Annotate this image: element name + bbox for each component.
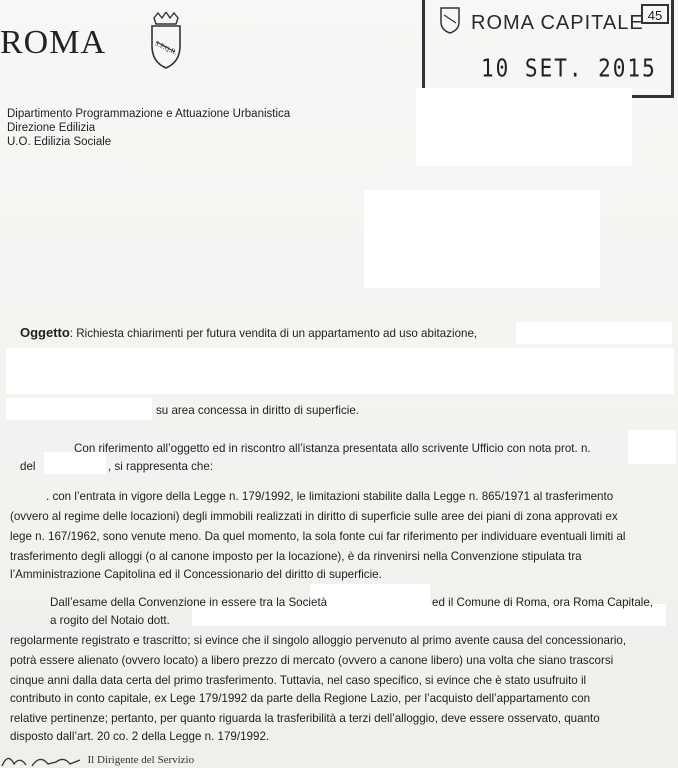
paragraph3-line7: relative pertinenze; pertanto, per quanto riguarda la trasferibilità a terzi dell’alloggio, deve essere osservato, quanto — [10, 712, 600, 725]
subject-line — [20, 324, 477, 344]
paragraph3-line3: regolarmente registrato e trascritto; si evince che il singolo alloggio pervenuto al primo avente causa del concessionario, — [10, 634, 627, 647]
redacted-recipient-2 — [364, 190, 600, 288]
redacted-recipient-1 — [416, 88, 632, 166]
paragraph3-line5: cinque anni dalla data certa del primo trasferimento. Tuttavia, nel caso specifico, si evince che è stato usufruito il — [10, 674, 587, 687]
paragraph3-line1-start: Dall’esame della Convenzione in essere tra la Società — [50, 596, 328, 609]
paragraph2-line1: . con l’entrata in vigore della Legge n. 179/1992, le limitazioni stabilite dalla Legge n. 865/1971 al trasferimento — [46, 490, 614, 503]
paragraph3-line2: a rogito del Notaio dott. — [50, 614, 170, 627]
roma-capitale-stamp — [422, 0, 674, 98]
stamp-date: 10 SET. 2015 — [481, 53, 657, 83]
department-block — [7, 107, 290, 149]
redacted-subject-3 — [6, 398, 152, 420]
spqr-crest-icon — [146, 12, 186, 70]
spqr-shield-icon — [439, 6, 461, 34]
paragraph2-line2: (ovvero al regime delle locazioni) degli immobili realizzati in diritto di superficie sulle aree dei piani di zona approvati ex — [10, 510, 618, 523]
subject-text: : Richiesta chiarimenti per futura vendita di un appartamento ad uso abitazione, — [69, 327, 478, 340]
signature-caption: Il Dirigente del Servizio — [87, 754, 195, 766]
stamp-title: ROMA CAPITALE — [471, 12, 644, 34]
paragraph2-line4: trasferimento degli alloggi (o al canone imposto per la locazione), è da rinvenirsi nella Convenzione stipulata tra — [10, 550, 582, 563]
subject-tail: su area concessa in diritto di superficie. — [156, 404, 359, 417]
redacted-company — [310, 584, 430, 606]
paragraph1-line1: Con riferimento all’oggetto ed in riscontro all’istanza presentata allo scrivente Ufficio con nota prot. n. — [74, 442, 591, 455]
paragraph2-line3: lege n. 167/1962, sono venute meno. Da quel momento, la sola fonte cui far riferimento per individuare eventuali limiti al — [10, 530, 626, 543]
subject-label: Oggetto — [20, 325, 70, 340]
stamp-number: 45 — [641, 4, 669, 24]
unit-name: U.O. Edilizia Sociale — [7, 136, 112, 148]
paragraph1-line2-start: del — [20, 460, 36, 473]
redacted-subject-2 — [6, 348, 674, 394]
handwritten-signature-icon — [0, 752, 84, 768]
paragraph3-line8: disposto dall’art. 20 co. 2 della Legge n. 179/1992. — [10, 730, 270, 743]
paragraph3-line1-end: ed il Comune di Roma, ora Roma Capitale, — [432, 596, 654, 609]
paragraph3-line6: contributo in conto capitale, ex Lege 179/1992 da parte della Regione Lazio, per l’acquisto dell’appartamento con — [10, 692, 591, 705]
svg-text:S.P.Q.R.: S.P.Q.R. — [153, 39, 179, 57]
directorate-name: Direzione Edilizia — [7, 122, 96, 134]
paragraph3-line4: potrà essere alienato (ovvero locato) a libero prezzo di mercato (ovvero a canone libero) una volta che siano trascorsi — [10, 654, 614, 667]
roma-logo-text: ROMA — [0, 24, 107, 61]
redacted-protocol — [628, 430, 676, 464]
signature-line — [0, 752, 194, 768]
department-name: Dipartimento Programmazione e Attuazione Urbanistica — [7, 108, 291, 120]
redacted-subject-1 — [516, 322, 672, 344]
paragraph1-line2-end: , si rappresenta che: — [108, 460, 214, 473]
paragraph2-line5: l’Amministrazione Capitolina ed il Concessionario del diritto di superficie. — [10, 568, 382, 581]
